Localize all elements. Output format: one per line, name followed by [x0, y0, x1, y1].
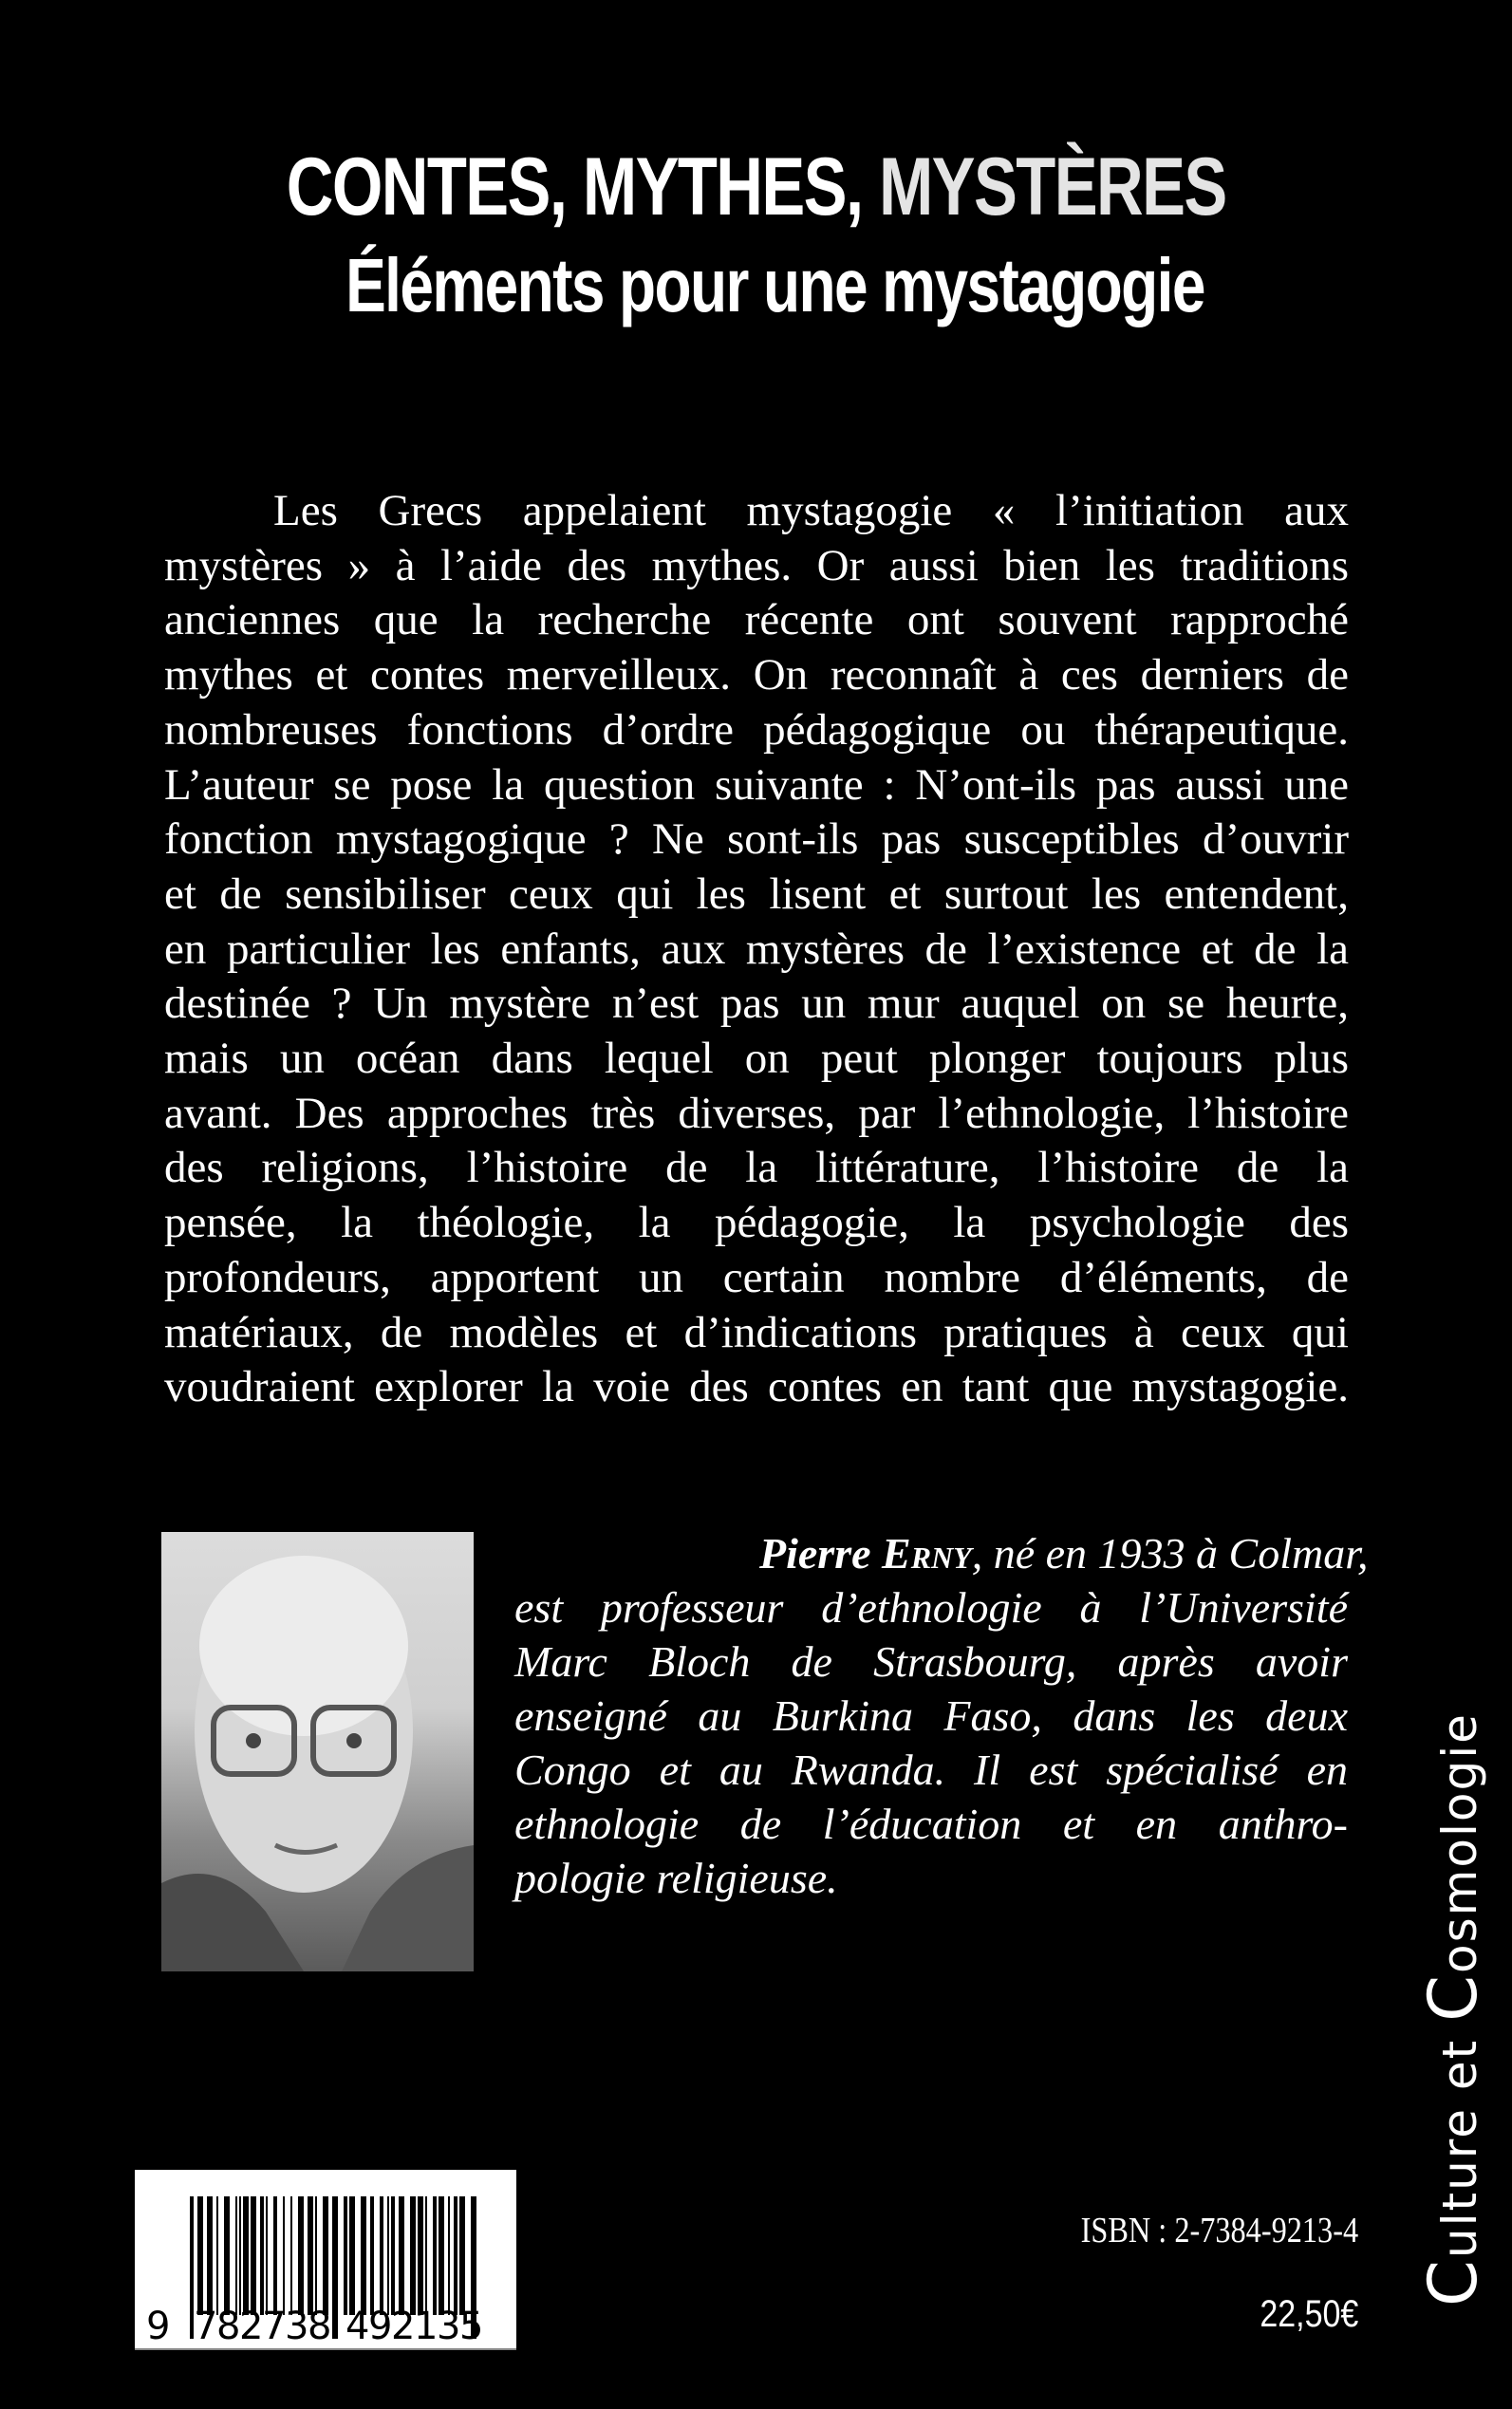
barcode-digit: 3: [437, 2305, 461, 2348]
barcode-bar: [425, 2196, 427, 2315]
barcode-digit: 5: [459, 2305, 484, 2348]
bio-line: [514, 1526, 1369, 1580]
barcode-digit: 9: [368, 2305, 393, 2348]
barcode-bar: [273, 2196, 277, 2315]
barcode-bar: [260, 2196, 264, 2315]
barcode-bar: [410, 2196, 416, 2315]
bio-text: , né en 1933 à Colmar,: [971, 1529, 1369, 1578]
bio-line: Marc Bloch de Strasbourg, après avoir: [514, 1637, 1348, 1686]
barcode-bar: [266, 2196, 268, 2315]
barcode: [135, 2170, 516, 2350]
barcode-bar: [459, 2196, 465, 2315]
summary-line: en particulier les enfants, aux mystères de l’existence et de la: [164, 924, 1349, 974]
barcode-digit: 4: [345, 2305, 370, 2348]
book-title: [0, 140, 1512, 234]
barcode-digit: 8: [308, 2305, 332, 2348]
barcode-bar: [332, 2196, 338, 2339]
price: 22,50€: [1260, 2293, 1358, 2335]
barcode-bar: [235, 2196, 237, 2315]
barcode-bar: [290, 2196, 292, 2315]
barcode-bar: [216, 2196, 218, 2315]
collection-word: osmologie: [1432, 1712, 1487, 1973]
barcode-bar: [308, 2196, 313, 2315]
summary-line: mystères » à l’aide des mythes. Or aussi bien les traditions: [164, 540, 1349, 590]
bio-line: Congo et au Rwanda. Il est spécialisé en: [514, 1746, 1348, 1794]
barcode-bar: [315, 2196, 317, 2315]
barcode-bar: [323, 2196, 328, 2315]
barcode-bar: [283, 2196, 285, 2315]
collection-word: ulture et: [1432, 2021, 1487, 2259]
barcode-digit: 7: [262, 2305, 287, 2348]
barcode-digit: 8: [216, 2305, 241, 2348]
collection-name: [1414, 1712, 1492, 2306]
barcode-bar: [399, 2196, 404, 2315]
barcode-bar: [251, 2196, 256, 2315]
barcode-bar: [454, 2196, 457, 2315]
author-photo: [161, 1532, 474, 1971]
author-first-name: Pierre: [759, 1529, 883, 1578]
summary-line: profondeurs, apportent un certain nombre d’éléments, de: [164, 1252, 1349, 1302]
barcode-bar: [349, 2196, 355, 2315]
summary-line: fonction mystagogique ? Ne sont-ils pas susceptibles d’ouvrir: [164, 814, 1349, 865]
isbn: ISBN : 2-7384-9213-4: [1080, 2211, 1358, 2250]
summary-line: Les Grecs appelaient mystagogie « l’initiation aux: [273, 486, 1349, 535]
barcode-bar: [418, 2196, 423, 2315]
summary-line: et de sensibiliser ceux qui les lisent et surtout les entendent,: [164, 868, 1349, 919]
title-part: CONTES, MYTHES,: [286, 141, 879, 233]
author-bio: [514, 1526, 1369, 1905]
title-part-highlight: MYSTÈRES: [878, 141, 1226, 233]
barcode-bar: [387, 2196, 389, 2315]
bio-line: pologie religieuse.: [514, 1854, 838, 1902]
barcode-bar: [391, 2196, 395, 2315]
summary-line: pensée, la théologie, la pédagogie, la psychologie des: [164, 1198, 1349, 1248]
barcode-bar: [448, 2196, 450, 2315]
summary-line: destinée ? Un mystère n’est pas un mur auquel on se heurte,: [164, 979, 1349, 1029]
summary-line: nombreuses fonctions d’ordre pédagogique ou thérapeutique.: [164, 704, 1349, 755]
barcode-digit: 2: [239, 2305, 264, 2348]
summary-line: anciennes que la recherche récente ont souvent rapproché: [164, 595, 1349, 645]
barcode-bar: [239, 2196, 241, 2315]
bio-line: enseigné au Burkina Faso, dans les deux: [514, 1691, 1348, 1740]
collection-initial: C: [1414, 2258, 1492, 2306]
summary-line: matériaux, de modèles et d’indications pratiques à ceux qui: [164, 1307, 1349, 1357]
barcode-bar: [243, 2196, 249, 2315]
barcode-digit: 2: [391, 2305, 416, 2348]
barcode-bar: [380, 2196, 383, 2315]
summary-line: avant. Des approches très diverses, par l’ethnologie, l’histoire: [164, 1088, 1349, 1138]
subtitle-text: Éléments pour une mystagogie: [345, 243, 1204, 327]
summary-line: mythes et contes merveilleux. On reconnaît à ces derniers de: [164, 650, 1349, 700]
barcode-bar: [361, 2196, 366, 2315]
author-last-name: Erny: [882, 1529, 972, 1578]
barcode-bar: [370, 2196, 374, 2315]
summary-line: mais un océan dans lequel on peut plonger toujours plus: [164, 1034, 1349, 1084]
summary-line: voudraient explorer la voie des contes en tant que mystagogie.: [164, 1362, 1349, 1412]
barcode-digit: 1: [414, 2305, 439, 2348]
bio-line: est professeur d’ethnologie à l’Université: [514, 1583, 1348, 1632]
summary-text: [164, 484, 1349, 1415]
summary-line: des religions, l’histoire de la littérature, l’histoire de la: [164, 1143, 1349, 1193]
barcode-bars: [135, 2170, 516, 2348]
collection-initial: C: [1414, 1972, 1492, 2022]
barcode-bar: [433, 2196, 437, 2315]
barcode-bar: [344, 2196, 347, 2315]
barcode-bar: [224, 2196, 230, 2315]
barcode-digit: 3: [285, 2305, 309, 2348]
barcode-digit: 7: [194, 2305, 218, 2348]
barcode-bar: [439, 2196, 444, 2315]
book-subtitle: [19, 242, 1512, 329]
barcode-bar: [207, 2196, 213, 2315]
bio-line: ethnologie de l’éducation et en anthro-: [514, 1800, 1348, 1848]
barcode-bar: [197, 2196, 203, 2315]
barcode-bar: [298, 2196, 304, 2315]
barcode-digit: 9: [146, 2305, 171, 2348]
summary-line: L’auteur se pose la question suivante : N’ont-ils pas aussi une: [164, 759, 1349, 810]
